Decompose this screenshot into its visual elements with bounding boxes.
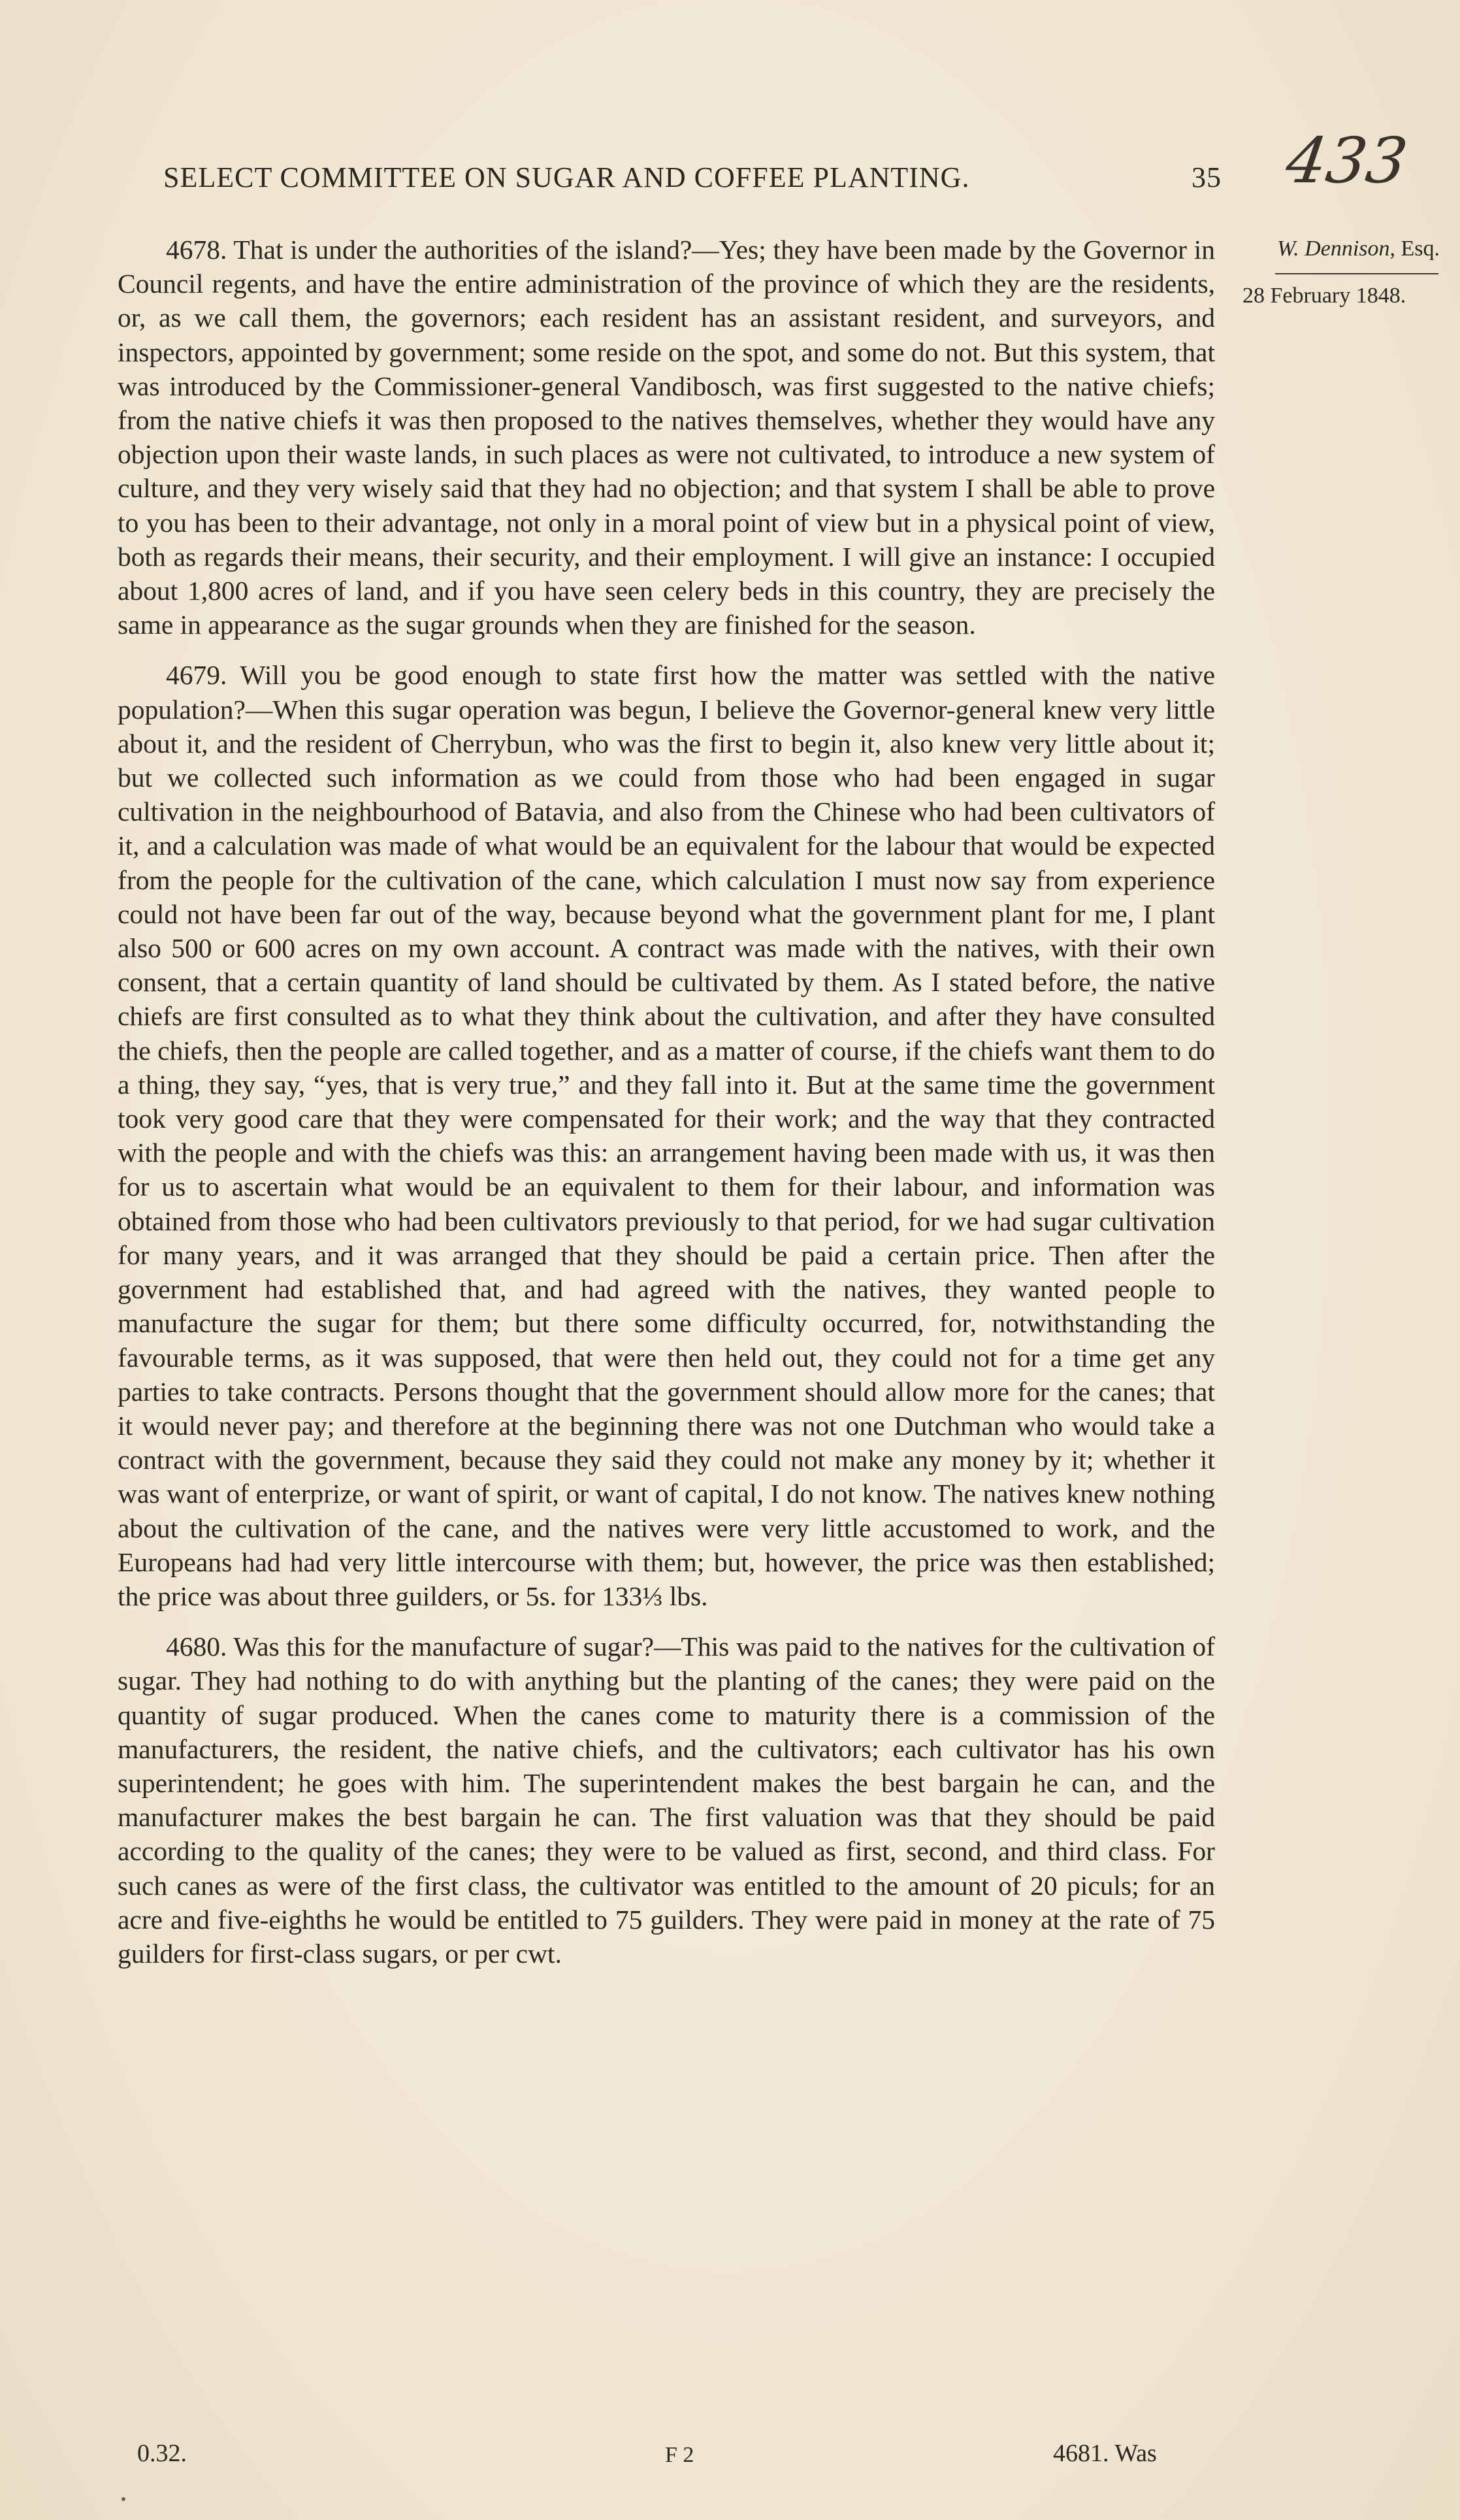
catchword: 4681. Was (1053, 2440, 1157, 2467)
witness-suffix: Esq. (1395, 237, 1440, 261)
paragraph-4679: 4679. Will you be good enough to state first how the matter was settled with the native population?—When this sugar operation was begun, I believe the Governor-general knew very little about it, and the resident of Cherrybun, who was the first to begin it, also knew very little about it; but we collected such information as we could from those who had been engaged in sugar cultivation in the neighbourhood of Batavia, and also from the Chinese who had been cultivators of it, and a calculation was made of what would be an equivalent for the labour that would be expected from the people for the cultivation of the cane, which calculation I must now say from experience could not have been far out of the way, because beyond what the government plant for me, I plant also 500 or 600 acres on my own account. A contract was made with the natives, with their own consent, that a certain quantity of land should be cultivated by them. As I stated before, the native chiefs are first consulted as to what they think about the cultivation, and after they have consulted the chiefs, then the people are called together, and as a matter of course, if the chiefs want them to do a thing, they say, “yes, that is very true,” and they fall into it. But at the same time the government took very good care that they were compensated for their work; and the way that they contracted with the people and with the chiefs was this: an arrangement having been made with us, it was then for us to ascertain what would be an equivalent to them for their labour, and information was obtained from those who had been cultivators previously to that period, for we had sugar cultivation for many years, and it was arranged that they should be paid a certain price. Then after the government had established that, and had agreed with the natives, they wanted people to manufacture the sugar for them; but there some difficulty occurred, for, notwithstanding the favourable terms, as it was supposed, that were then held out, they could not for a time get any parties to take contracts. Persons thought that the government should allow more for the canes; that it would never pay; and therefore at the beginning there was not one Dutchman who would take a contract with the government, because they said they could not make any money by it; whether it was want of enterprize, or want of spirit, or want of capital, I do not know. The natives knew nothing about the cultivation of the cane, and the natives were very little accustomed to work, and the Europeans had had very little intercourse with them; but, however, the price was then established; the price was about three guilders, or 5s. for 133⅓ lbs. (118, 660, 1215, 1611)
running-header (163, 161, 1222, 194)
paragraph-4680: 4680. Was this for the manufacture of sugar?—This was paid to the natives for the cultivation of sugar. They had nothing to do with anything but the planting of the canes; they were paid on the quantity of sugar produced. When the canes come to maturity there is a commission of the manufacturers, the resident, the native chiefs, and the cultivators; each cultivator has his own superintendent; he goes with him. The superintendent makes the best bargain he can, and the manufacturer makes the best bargain he can. The first valuation was that they should be paid according to the quality of the canes; they were to be valued as first, second, and third class. For such canes as were of the first class, the cultivator was entitled to the amount of 20 piculs; for an acre and five-eighths he would be entitled to 75 guilders. They were paid in money at the rate of 75 guilders for first-class sugars, or per cwt. (118, 1631, 1215, 1969)
page-number: 35 (1192, 161, 1222, 193)
testimony-date: 28 February 1848. (1242, 283, 1406, 308)
margin-note (1236, 234, 1452, 311)
witness-name-italic: W. Dennison, (1276, 237, 1395, 261)
margin-divider (1275, 273, 1438, 274)
signature-mark: F 2 (665, 2443, 694, 2467)
printer-signature: 0.32. (137, 2440, 187, 2467)
testimony-body (118, 233, 1215, 1987)
handwritten-folio-number: 433 (1282, 124, 1412, 197)
witness-name (1236, 234, 1452, 264)
paper-speck (122, 2497, 125, 2501)
paragraph-4678: 4678. That is under the authorities of the island?—Yes; they have been made by the Governor in Council regents, and have the entire administration of the province of which they are the residents, or, as we call them, the governors; each resident has an assistant resident, and surveyors, and inspectors, appointed by government; some reside on the spot, and some do not. But this system, that was introduced by the Commissioner-general Vandibosch, was first suggested to the native chiefs; from the native chiefs it was then proposed to the natives themselves, whether they would have any objection upon their waste lands, in such places as were not cultivated, to introduce a new system of culture, and they very wisely said that they had no objection; and that system I shall be able to prove to you has been to their advantage, not only in a moral point of view but in a physical point of view, both as regards their means, their security, and their employment. I will give an instance: I occupied about 1,800 acres of land, and if you have seen celery beds in this country, they are precisely the same in appearance as the sugar grounds when they are finished for the season. (118, 235, 1215, 640)
page-title: SELECT COMMITTEE ON SUGAR AND COFFEE PLANTING. (163, 161, 970, 193)
